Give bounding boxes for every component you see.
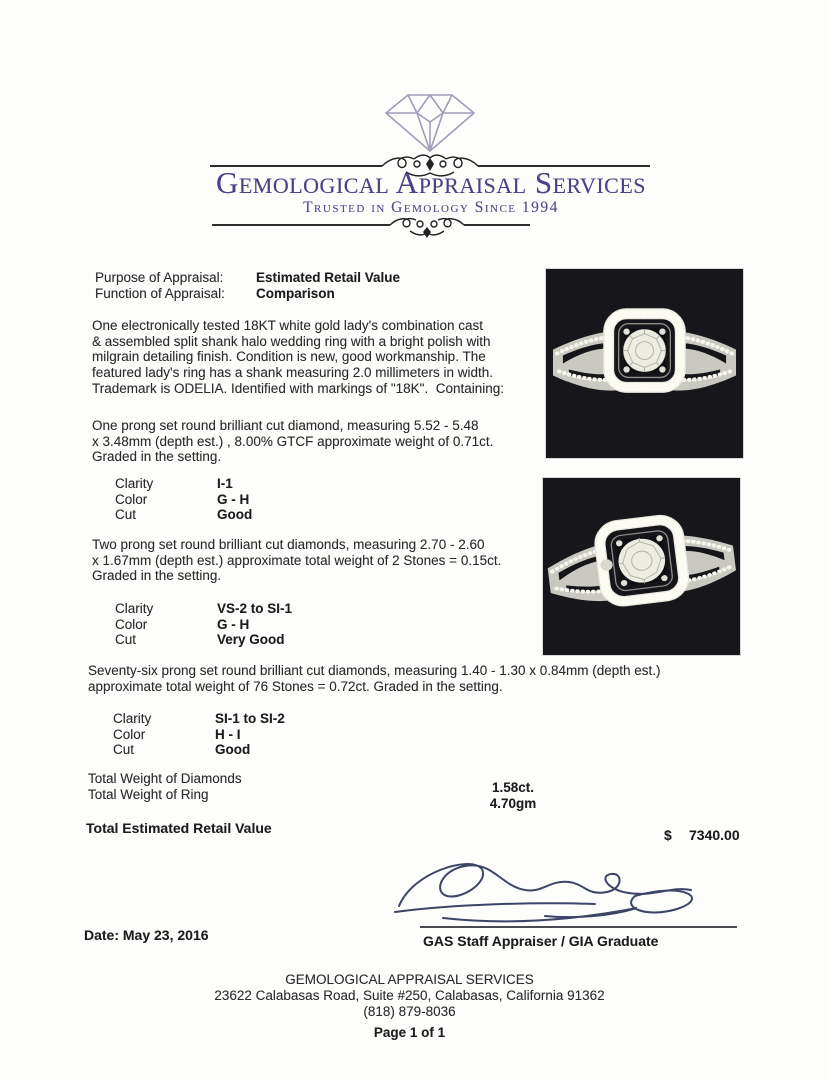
stone-1-line: x 3.48mm (depth est.) , 8.00% GTCF approximate weight of 0.71ct. (92, 433, 494, 449)
appraisal-date: Date: May 23, 2016 (84, 927, 209, 943)
ring-illustration-angled (542, 477, 741, 656)
cut-label: Cut (115, 632, 137, 647)
description-line: One electronically tested 18KT white gold lady's combination cast (92, 318, 484, 333)
ring-illustration-front (545, 268, 744, 459)
grade-row (115, 601, 415, 617)
company-title: Gemological Appraisal Services (215, 165, 647, 200)
total-weight-diamonds-value: 1.58ct. (491, 780, 535, 795)
stone-3-line: approximate total weight of 76 Stones = 0.72ct. Graded in the setting. (88, 678, 503, 694)
clarity-label: Clarity (115, 601, 154, 616)
grade-row (115, 476, 415, 492)
cut-label: Cut (113, 742, 135, 757)
purpose-value: Estimated Retail Value (256, 270, 401, 285)
total-weight-ring-value: 4.70gm (489, 796, 537, 811)
stone-2-description (92, 537, 501, 584)
color-value: G - H (217, 491, 250, 507)
stone-1-line: Graded in the setting. (92, 449, 222, 465)
total-retail-value-amount: 7340.00 (689, 827, 740, 843)
description-line: Trademark is ODELIA. Identified with markings of "18K". Containing: (92, 380, 505, 396)
item-description (92, 318, 504, 397)
grade-row (113, 727, 413, 743)
total-retail-value-label: Total Estimated Retail Value (86, 820, 272, 836)
cut-value: Very Good (217, 632, 285, 647)
color-value: H - I (215, 726, 241, 742)
grade-row (113, 742, 413, 758)
appraiser-title: GAS Staff Appraiser / GIA Graduate (423, 933, 659, 949)
ring-photo-front (545, 268, 744, 459)
grade-row (115, 507, 415, 523)
color-label: Color (115, 616, 148, 632)
color-label: Color (113, 726, 146, 742)
company-tagline: Trusted in Gemology Since 1994 (303, 199, 559, 216)
stone-2-grades (115, 601, 415, 648)
total-weight-diamonds-label: Total Weight of Diamonds (88, 771, 242, 786)
clarity-label: Clarity (113, 711, 152, 726)
diamond-outline-icon (384, 92, 476, 154)
page-number: Page 1 of 1 (373, 1025, 446, 1040)
currency-symbol: $ (664, 827, 672, 843)
stone-1-grades (115, 476, 415, 523)
purpose-label: Purpose of Appraisal: (95, 270, 224, 285)
stone-3-description (88, 663, 661, 694)
clarity-value: I-1 (217, 476, 233, 491)
grade-row (115, 617, 415, 633)
stone-2-line: Graded in the setting. (92, 568, 222, 584)
function-label: Function of Appraisal: (95, 286, 225, 301)
appraiser-signature (385, 856, 715, 924)
total-weight-ring-label: Total Weight of Ring (88, 787, 209, 802)
stone-1-description (92, 418, 493, 465)
cut-value: Good (215, 742, 251, 757)
cut-value: Good (217, 507, 253, 522)
grade-row (115, 492, 415, 508)
clarity-label: Clarity (115, 476, 154, 491)
stone-3-grades (113, 711, 413, 758)
description-line: featured lady's ring has a shank measuring 2.0 millimeters in width. (92, 365, 494, 381)
clarity-value: VS-2 to SI-1 (217, 601, 293, 616)
color-label: Color (115, 491, 148, 507)
ring-photo-angled (542, 477, 741, 656)
pointer-ornament (423, 227, 431, 238)
cut-label: Cut (115, 507, 137, 522)
signature-line (420, 926, 737, 928)
clarity-value: SI-1 to SI-2 (215, 711, 285, 726)
stone-2-line: x 1.67mm (depth est.) approximate total weight of 2 Stones = 0.15ct. (92, 552, 502, 568)
description-line: & assembled split shank halo wedding ring with a bright polish with (92, 333, 491, 349)
footer-address: 23622 Calabasas Road, Suite #250, Calabasas, California 91362 (214, 988, 605, 1003)
description-line: milgrain detailing finish. Condition is new, good workmanship. The (92, 349, 486, 365)
grade-row (115, 632, 415, 648)
footer-phone: (818) 879-8036 (363, 1004, 456, 1019)
color-value: G - H (217, 616, 250, 632)
grade-row (113, 711, 413, 727)
footer-company: GEMOLOGICAL APPRAISAL SERVICES (285, 972, 534, 987)
stone-1-line: One prong set round brilliant cut diamond, measuring 5.52 - 5.48 (92, 418, 479, 433)
flourish-divider-bottom-icon (212, 214, 532, 244)
stone-2-line: Two prong set round brilliant cut diamonds, measuring 2.70 - 2.60 (92, 537, 485, 552)
stone-3-line: Seventy-six prong set round brilliant cut diamonds, measuring 1.40 - 1.30 x 0.84mm (depth est.) (88, 663, 661, 678)
function-value: Comparison (256, 286, 335, 301)
